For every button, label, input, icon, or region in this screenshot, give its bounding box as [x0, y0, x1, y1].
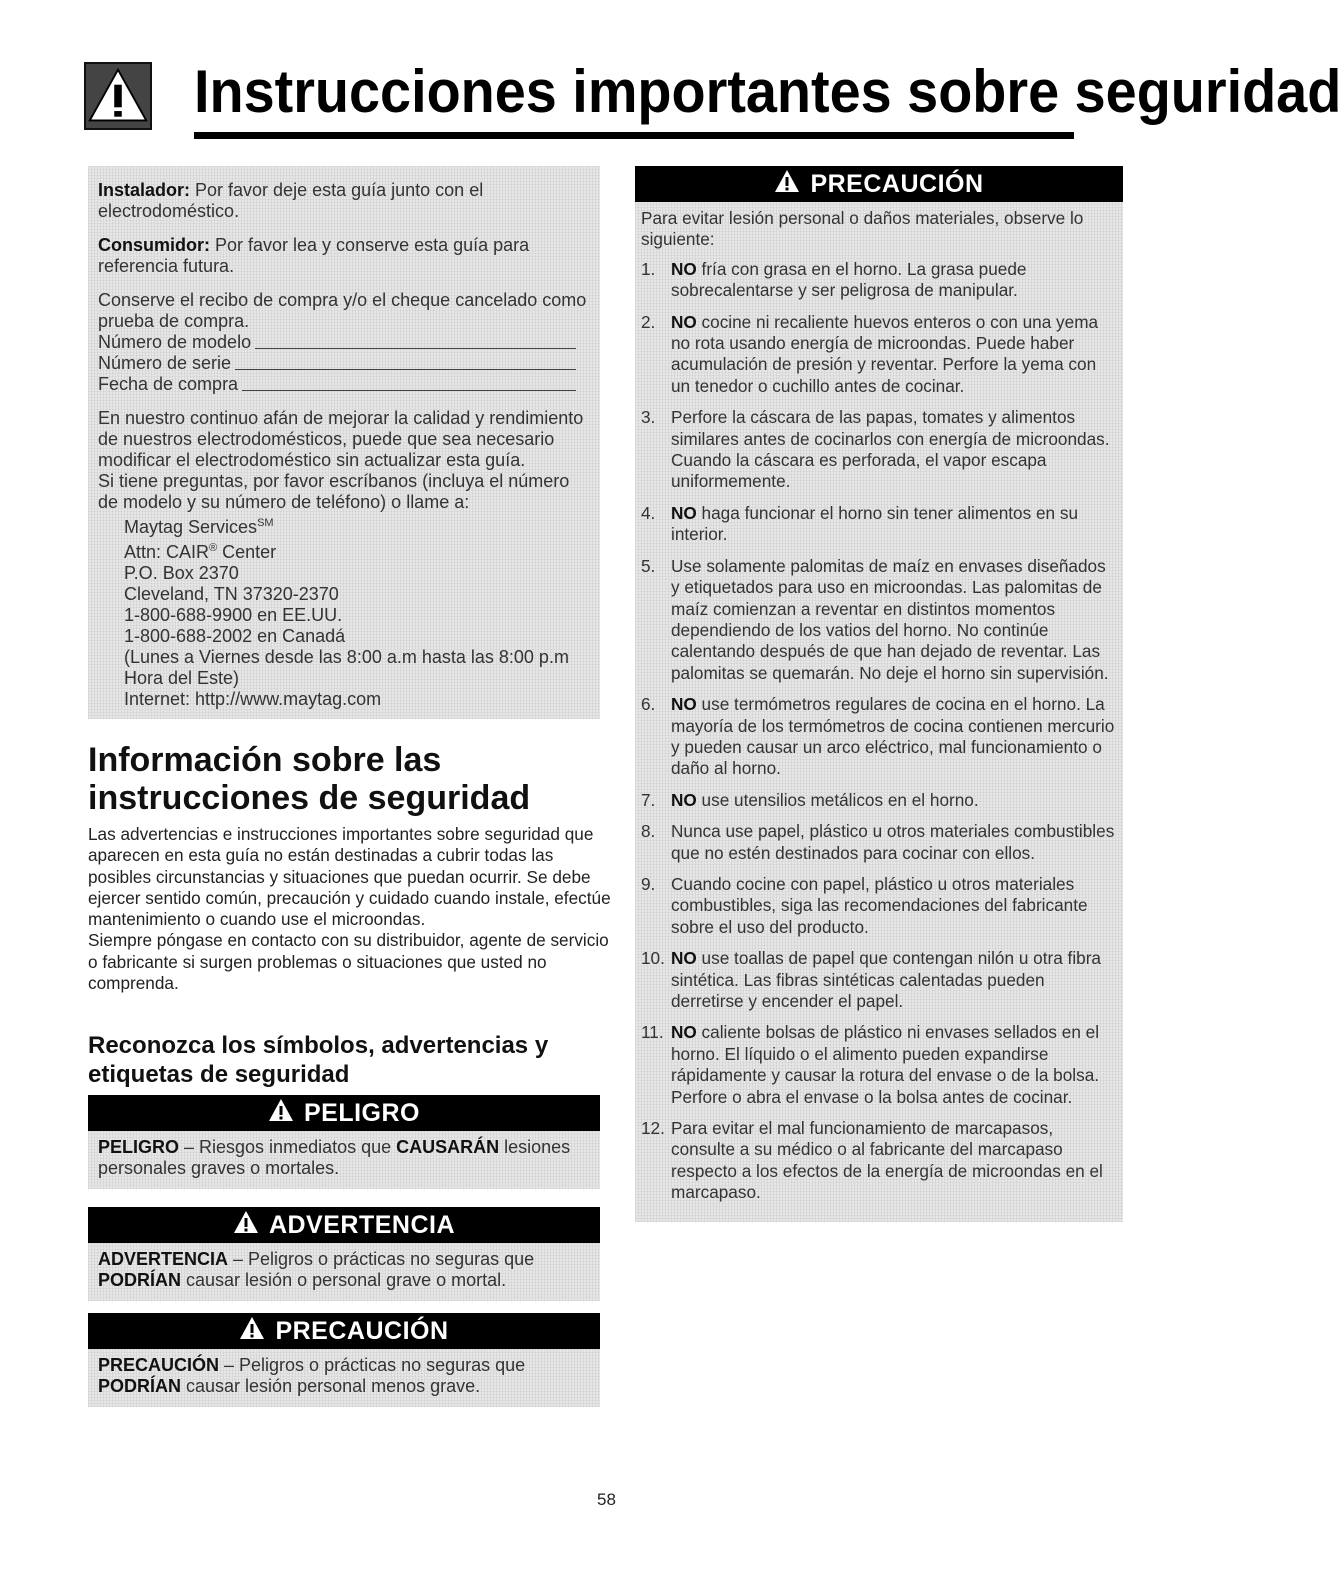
list-item-number: 9. — [641, 873, 656, 894]
precaucion-box — [88, 1313, 600, 1407]
peligro-box — [88, 1095, 600, 1189]
list-item-number: 3. — [641, 407, 656, 428]
list-item-number: 4. — [641, 502, 656, 523]
list-item-number: 2. — [641, 311, 656, 332]
warning-triangle-icon — [268, 1098, 294, 1129]
peligro-description: PELIGRO – Riesgos inmediatos que CAUSARÁN lesiones personales graves o mortales. — [88, 1131, 600, 1189]
list-item — [641, 312, 1117, 398]
receipt-note: Conserve el recibo de compra y/o el cheque cancelado como prueba de compra. — [98, 290, 587, 331]
list-item-number: 10. — [641, 948, 665, 969]
list-item-number: 7. — [641, 789, 656, 810]
list-item-number: 5. — [641, 555, 656, 576]
warning-triangle-icon — [239, 1316, 265, 1347]
office-hours: (Lunes a Viernes desde las 8:00 a.m hasta las 8:00 p.m Hora del Este) — [124, 647, 569, 688]
list-item-text: Perfore la cáscara de las papas, tomates y alimentos similares antes de cocinarlos con energía de microondas. Cuando la cáscara es perforada, el vapor escapa uniformemente. — [671, 407, 1110, 492]
phone-ca: 1-800-688-2002 en Canadá — [124, 626, 346, 646]
list-item — [641, 874, 1117, 938]
list-item-text: Nunca use papel, plástico u otros materiales combustibles que no estén destinados para cocinar con ellos. — [671, 821, 1115, 863]
improvement-note: En nuestro continuo afán de mejorar la calidad y rendimiento de nuestros electrodomésticos, puede que sea necesario modificar el electrodoméstico sin actualizar esta guía. — [98, 408, 584, 470]
list-item — [641, 259, 1117, 302]
warning-triangle-icon — [774, 169, 800, 200]
purchase-date-field[interactable]: Fecha de compra — [98, 374, 588, 395]
consumer-note: Consumidor: Por favor lea y conserve esta guía para referencia futura. — [98, 235, 530, 276]
serial-number-field[interactable]: Número de serie — [98, 353, 588, 374]
list-item — [641, 407, 1117, 493]
website-link[interactable]: Internet: http://www.maytag.com — [124, 689, 382, 709]
list-item — [641, 948, 1117, 1012]
advertencia-box — [88, 1207, 600, 1301]
info-heading: Información sobre las instrucciones de seguridad — [88, 741, 531, 817]
list-item-text: NO cocine ni recaliente huevos enteros o con una yema no rota usando energía de microondas. Puede haber acumulación de presión y reventar. Perfore la yema con un tenedor o cuchillo antes de cocinar. — [671, 311, 1099, 396]
precaution-intro: Para evitar lesión personal o daños materiales, observe lo siguiente: — [641, 208, 1084, 250]
list-item-text: Para evitar el mal funcionamiento de marcapasos, consulte a su médico o al fabricante del marcapaso respecto a los efectos de la energía de microondas en el marcapaso. — [671, 1118, 1103, 1203]
list-item — [641, 556, 1117, 684]
questions-note: Si tiene preguntas, por favor escríbanos (incluya el número de modelo y su número de teléfono) o llame a: — [98, 471, 570, 512]
precaution-list-box — [635, 166, 1123, 1222]
installer-note: Instalador: Por favor deje esta guía junto con el electrodoméstico. — [98, 180, 484, 221]
precaution-list-content — [635, 202, 1123, 1222]
list-item-text: NO fría con grasa en el horno. La grasa puede sobrecalentarse y ser peligrosa de manipular. — [671, 258, 1027, 301]
page-header — [84, 52, 1341, 142]
list-item-text: NO use toallas de papel que contengan nilón u otra fibra sintética. Las fibras sintéticas calentadas pueden derretirse y encender el papel. — [671, 948, 1101, 1011]
peligro-header: PELIGRO — [88, 1095, 600, 1131]
list-item — [641, 790, 1117, 811]
list-item-text: Cuando cocine con papel, plástico u otros materiales combustibles, siga las recomendaciones del fabricante sobre el uso del producto. — [671, 873, 1088, 937]
list-item — [641, 503, 1117, 546]
title-rule — [194, 132, 1074, 139]
precaution-items — [641, 259, 1117, 1204]
list-item-number: 1. — [641, 258, 656, 279]
list-item-number: 12. — [641, 1118, 665, 1139]
list-item-number: 8. — [641, 821, 656, 842]
list-item — [641, 821, 1117, 864]
list-item-text: NO haga funcionar el horno sin tener alimentos en su interior. — [671, 502, 1079, 545]
list-item-text: NO caliente bolsas de plástico ni envases sellados en el horno. El líquido o el alimento pueden expandirse rápidamente y causar la rotura del envase o de la bolsa. Perfore o abra el envase o la bolsa antes de cocinar. — [671, 1022, 1100, 1107]
page-number: 58 — [597, 1490, 616, 1509]
precaution-list-header: PRECAUCIÓN — [635, 166, 1123, 202]
list-item — [641, 1022, 1117, 1108]
page-title: Instrucciones importantes sobre seguridad — [194, 58, 1341, 125]
list-item-text: NO use utensilios metálicos en el horno. — [671, 789, 979, 810]
precaucion-header: PRECAUCIÓN — [88, 1313, 600, 1349]
list-item — [641, 1118, 1117, 1204]
list-item-text: Use solamente palomitas de maíz en envases diseñados y etiquetados para uso en microondas. Las palomitas de maíz comienzan a reventar en distintos momentos dependiendo de los vatios del horno. No continúe calentando después de que han dejado de reventar. Las palomitas se quemarán. No deje el horno sin supervisión. — [671, 555, 1109, 683]
warning-triangle-icon — [84, 62, 152, 130]
advertencia-header: ADVERTENCIA — [88, 1207, 600, 1243]
list-item-number: 11. — [641, 1022, 664, 1043]
info-body: Las advertencias e instrucciones importantes sobre seguridad que aparecen en esta guía no están destinadas a cubrir todas las posibles circunstancias y situaciones que puedan ocurrir. Se debe ejercer sentido común, precaución y cuidado cuando instale, efectúe mantenimiento o cuando use el microondas. Siempre póngase en contacto con su distribuidor, agente de servicio o fabricante si surgen problemas o situaciones que usted no comprenda. — [88, 824, 611, 994]
list-item — [641, 694, 1117, 780]
advertencia-description: ADVERTENCIA – Peligros o prácticas no seguras que PODRÍAN causar lesión o personal grave o mortal. — [88, 1243, 600, 1301]
installer-info-box — [88, 166, 600, 719]
list-item-number: 6. — [641, 694, 656, 715]
phone-us: 1-800-688-9900 en EE.UU. — [124, 605, 343, 625]
contact-address: Maytag Services℠ Attn: CAIR® Center P.O. Box 2370 Cleveland, TN 37320-2370 1-800-688-9900 en EE.UU. 1-800-688-2002 en Canadá (Lunes a Viernes desde las 8:00 a.m hasta las 8:00 p.m Hora del Este) Internet: http://www.maytag.com — [124, 513, 588, 710]
recognize-heading: Reconozca los símbolos, advertencias y etiquetas de seguridad — [88, 1032, 549, 1088]
warning-triangle-icon — [233, 1210, 259, 1241]
precaucion-description: PRECAUCIÓN – Peligros o prácticas no seguras que PODRÍAN causar lesión personal menos grave. — [88, 1349, 600, 1407]
list-item-text: NO use termómetros regulares de cocina en el horno. La mayoría de los termómetros de cocina contienen mercurio y pueden causar un arco eléctrico, mal funcionamiento o daño al horno. — [671, 694, 1115, 779]
model-number-field[interactable]: Número de modelo — [98, 332, 588, 353]
